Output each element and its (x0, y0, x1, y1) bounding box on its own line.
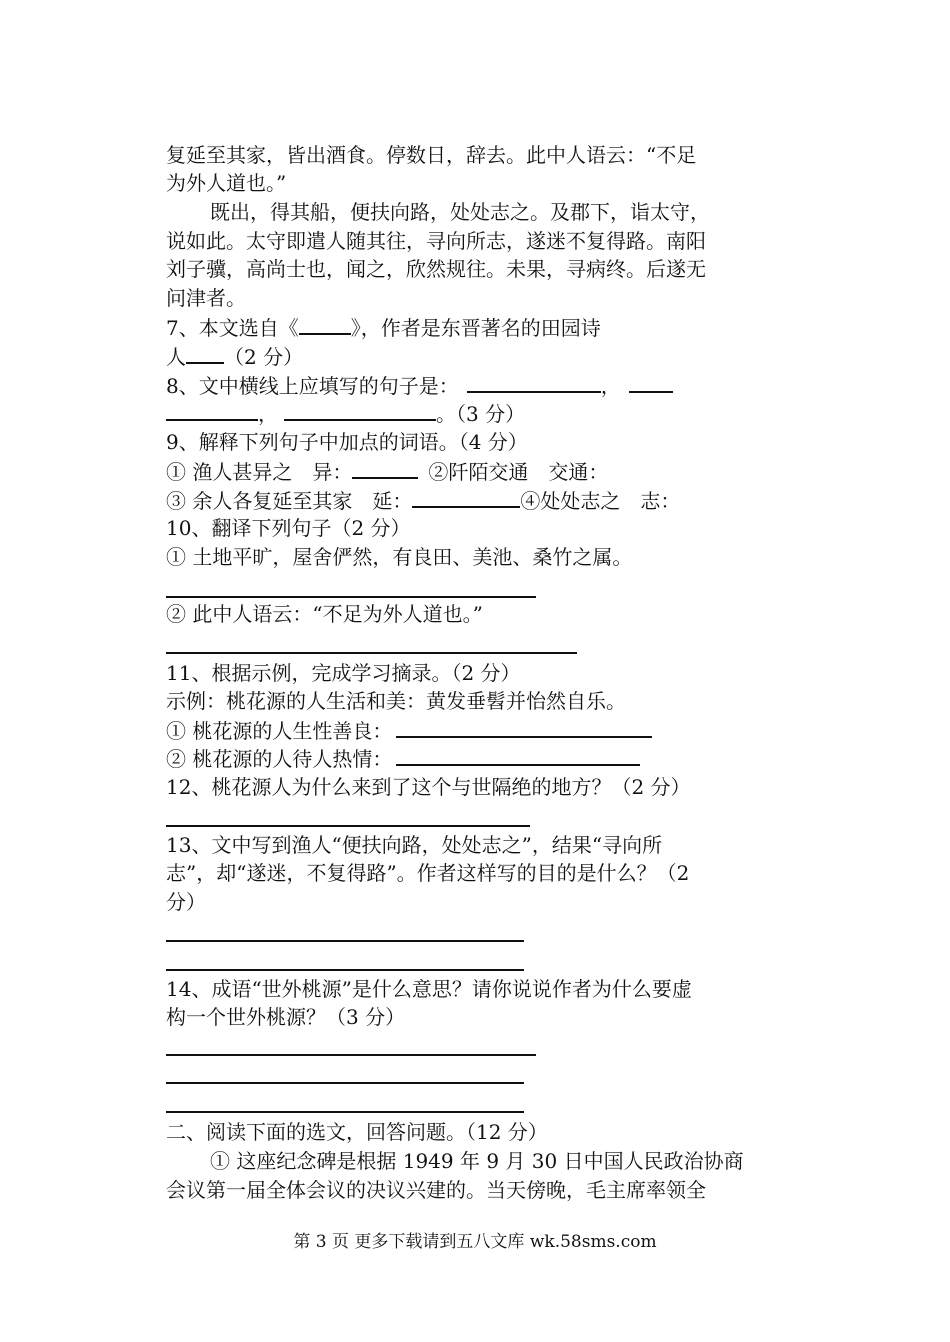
q9-item: ④处处志之 志： (520, 489, 681, 513)
q8-blank-1[interactable] (467, 371, 601, 393)
question-11-example: 示例：桃花源的人生活和美：黄发垂髫并怡然自乐。 (166, 689, 626, 713)
section-2-line: 会议第一届全体会议的决议兴建的。当天傍晚，毛主席率领全 (166, 1178, 706, 1202)
q8-text: 8、文中横线上应填写的句子是： (166, 374, 459, 398)
section-2-title: 二、阅读下面的选文，回答问题。（12 分） (166, 1120, 548, 1144)
q10-answer-line-2[interactable] (166, 652, 577, 654)
passage-line: 为外人道也。” (166, 171, 287, 195)
passage-line: 复延至其家，皆出酒食。停数日，辞去。此中人语云：“不足 (166, 143, 697, 167)
question-10-sentence-2: ② 此中人语云：“不足为外人道也。” (166, 602, 483, 626)
question-13-line: 志”，却“遂迷，不复得路”。作者这样写的目的是什么？（2 (166, 861, 690, 885)
q9-item: ③ 余人各复延至其家 延： (166, 489, 413, 513)
passage-line: 刘子骥，高尚士也，闻之，欣然规往。未果，寻病终。后遂无 (166, 257, 706, 281)
page-footer: 第 3 页 更多下载请到五八文库 wk.58sms.com (293, 1232, 657, 1252)
question-7-cont (166, 342, 303, 371)
question-11-item-2 (166, 744, 640, 773)
question-9-title: 9、解释下列句子中加点的词语。（4 分） (166, 430, 528, 454)
question-12: 12、桃花源人为什么来到了这个与世隔绝的地方？（2 分） (166, 775, 691, 799)
q13-answer-line-2[interactable] (166, 969, 524, 971)
passage-line: 问津者。 (166, 286, 246, 310)
q12-answer-line[interactable] (166, 825, 530, 827)
q9-blank-3[interactable] (412, 486, 520, 508)
question-10-title: 10、翻译下列句子（2 分） (166, 516, 411, 540)
q7-text: 人 (166, 345, 186, 369)
question-9-row-1 (166, 457, 608, 486)
q11-item-text: ② 桃花源的人待人热情： (166, 747, 393, 771)
question-14-line: 14、成语“世外桃源”是什么意思？请你说说作者为什么要虚 (166, 977, 692, 1001)
question-9-row-2 (166, 486, 680, 515)
q9-item: ① 渔人甚异之 异： (166, 460, 353, 484)
q14-answer-line-1[interactable] (166, 1054, 536, 1056)
q7-text: （2 分） (224, 345, 304, 369)
passage-line: 说如此。太守即遣人随其往，寻向所志，遂迷不复得路。南阳 (166, 229, 706, 253)
question-11-title: 11、根据示例，完成学习摘录。（2 分） (166, 661, 521, 685)
q8-comma: ， (600, 374, 621, 398)
q11-item-text: ① 桃花源的人生性善良： (166, 719, 393, 743)
question-7 (166, 313, 601, 342)
q14-answer-line-2[interactable] (166, 1082, 524, 1084)
q8-blank-2-cont[interactable] (166, 399, 258, 421)
q7-text: 》，作者是东晋著名的田园诗 (350, 316, 601, 340)
q7-book-blank[interactable] (299, 313, 351, 335)
question-10-sentence-1: ① 土地平旷，屋舍俨然，有良田、美池、桑竹之属。 (166, 545, 633, 569)
question-8-cont (166, 399, 525, 428)
passage-line: 既出，得其船，便扶向路，处处志之。及郡下，诣太守， (210, 200, 710, 224)
q11-blank-1[interactable] (396, 716, 652, 738)
q8-blank-3[interactable] (284, 399, 436, 421)
question-8 (166, 371, 673, 400)
question-13-line: 13、文中写到渔人“便扶向路，处处志之”，结果“寻向所 (166, 833, 663, 857)
question-11-item-1 (166, 716, 652, 745)
q8-comma: ， (258, 402, 278, 426)
q14-answer-line-3[interactable] (166, 1111, 524, 1113)
q9-item: ②阡陌交通 交通： (428, 460, 609, 484)
q8-blank-2[interactable] (629, 371, 673, 393)
q7-text: 7、本文选自《 (166, 316, 299, 340)
q13-answer-line-1[interactable] (166, 940, 524, 942)
q11-blank-2[interactable] (396, 744, 640, 766)
question-14-line: 构一个世外桃源？（3 分） (166, 1005, 406, 1029)
section-2-line: ① 这座纪念碑是根据 1949 年 9 月 30 日中国人民政治协商 (210, 1149, 744, 1173)
q9-blank-1[interactable] (352, 457, 418, 479)
question-13-line: 分） (166, 890, 206, 914)
q10-answer-line-1[interactable] (166, 596, 536, 598)
q7-author-blank[interactable] (186, 342, 224, 364)
q8-text: 。（3 分） (436, 402, 526, 426)
